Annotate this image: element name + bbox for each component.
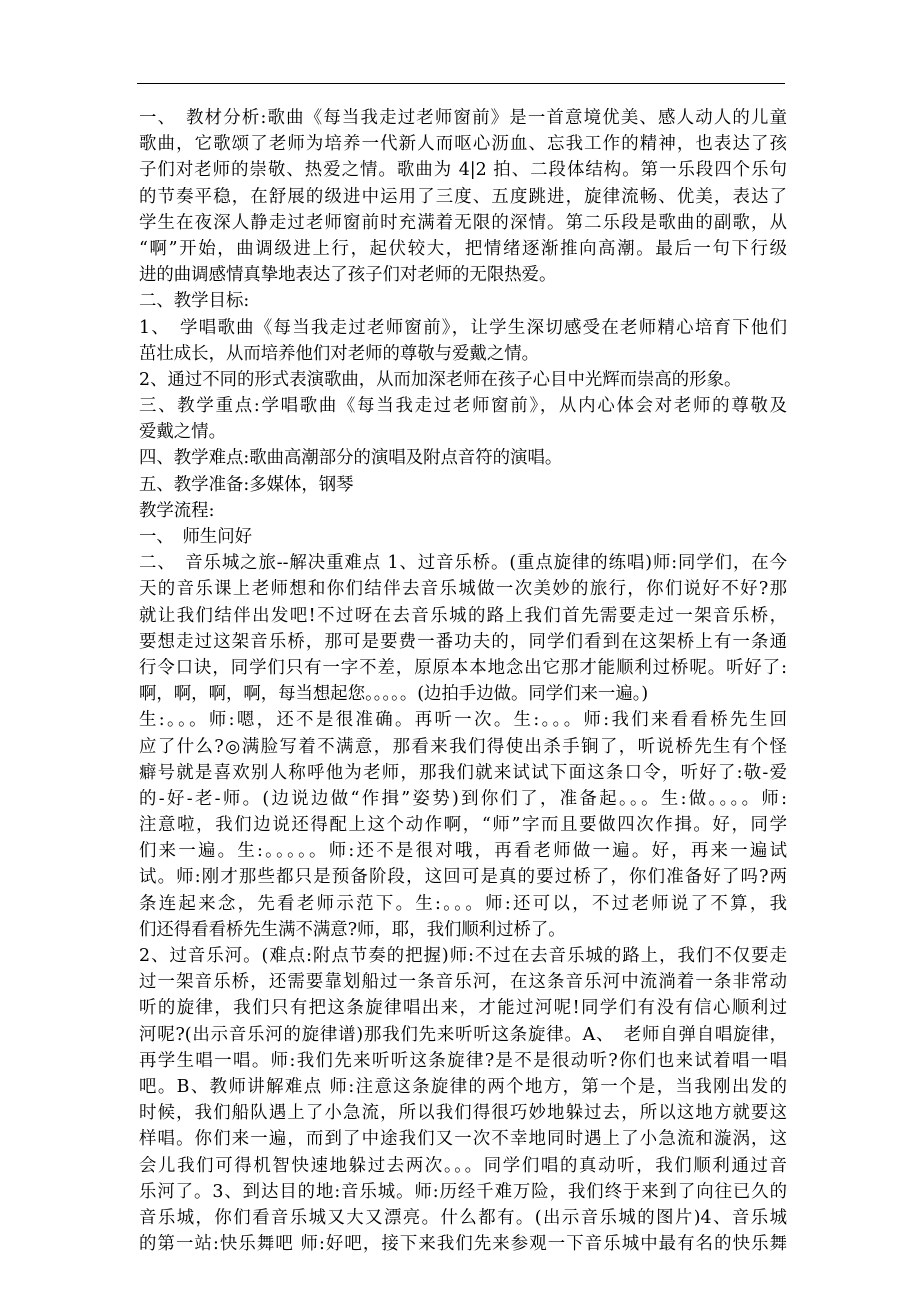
text-line: 应了什么?◎满脸写着不满意，那看来我们得使出杀手锏了，听说桥先生有个怪 bbox=[139, 736, 787, 757]
text-line: 教学流程: bbox=[139, 500, 215, 521]
text-line: 的节奏平稳，在舒展的级进中运用了三度、五度跳进，旋律流畅、优美，表达了 bbox=[139, 186, 787, 207]
text-line: 进的曲调感情真挚地表达了孩子们对老师的无限热爱。 bbox=[139, 265, 557, 286]
text-line: 二、 音乐城之旅--解决重难点 1、过音乐桥。(重点旋律的练唱)师:同学们，在今 bbox=[139, 553, 787, 574]
text-line: 吧。B、教师讲解难点 师:注意这条旋律的两个地方，第一个是，当我刚出发的 bbox=[139, 1076, 787, 1097]
text-line: 试。师:刚才那些都只是预备阶段，这回可是真的要过桥了，你们准备好了吗?两 bbox=[139, 867, 787, 888]
text-line: 时候，我们船队遇上了小急流，所以我们得很巧妙地躲过去，所以这地方就要这 bbox=[139, 1103, 787, 1124]
text-line: 生:。。。师:嗯，还不是很准确。再听一次。生:。。。师:我们来看看桥先生回 bbox=[139, 710, 787, 731]
text-line: 天的音乐课上老师想和你们结伴去音乐城做一次美妙的旅行，你们说好不好?那 bbox=[139, 579, 787, 600]
text-line: 的第一站:快乐舞吧 师:好吧，接下来我们先来参观一下音乐城中最有名的快乐舞 bbox=[139, 1234, 787, 1255]
text-line: 样唱。你们来一遍，而到了中途我们又一次不幸地同时遇上了小急流和漩涡，这 bbox=[139, 1129, 787, 1150]
text-line: 二、教学目标: bbox=[139, 291, 250, 312]
text-line: 乐河了。3、到达目的地:音乐城。师:历经千难万险，我们终于来到了向往已久的 bbox=[139, 1181, 787, 1202]
text-line: 一、 教材分析:歌曲《每当我走过老师窗前》是一首意境优美、感人动人的儿童 bbox=[139, 108, 787, 128]
text-line: 听的旋律，我们只有把这条旋律唱出来，才能过河呢!同学们有没有信心顺利过 bbox=[139, 998, 787, 1019]
text-line: 们还得看看桥先生满不满意?师，耶，我们顺利过桥了。 bbox=[139, 919, 566, 940]
text-line: “啊”开始，曲调级进上行，起伏较大，把情绪逐渐推向高潮。最后一句下行级 bbox=[139, 238, 787, 259]
text-line: 注意啦，我们边说还得配上这个动作啊，“师”字而且要做四次作揖。好，同学 bbox=[139, 815, 787, 836]
text-line: 行令口诀，同学们只有一字不差，原原本本地念出它那才能顺利过桥呢。听好了: bbox=[139, 657, 787, 678]
text-line: 1、 学唱歌曲《每当我走过老师窗前》，让学生深切感受在老师精心培育下他们 bbox=[139, 317, 787, 338]
text-line: 2、过音乐河。(难点:附点节奏的把握)师:不过在去音乐城的路上，我们不仅要走 bbox=[139, 946, 787, 966]
text-line: 爱戴之情。 bbox=[139, 422, 226, 443]
text-line: 音乐城，你们看音乐城又大又漂亮。什么都有。(出示音乐城的图片)4、音乐城 bbox=[139, 1207, 787, 1228]
text-line: 会儿我们可得机智快速地躲过去两次。。。同学们唱的真动听，我们顺利通过音 bbox=[139, 1155, 787, 1176]
text-line: 啊，啊，啊，啊，每当想起您。。。。。(边拍手边做。同学们来一遍。) bbox=[139, 684, 649, 705]
text-line: 就让我们结伴出发吧!不过呀在去音乐城的路上我们首先需要走过一架音乐桥， bbox=[139, 605, 787, 626]
text-line: 歌曲，它歌颂了老师为培养一代新人而呕心沥血、忘我工作的精神，也表达了孩 bbox=[139, 134, 787, 155]
text-line: 五、教学准备:多媒体，钢琴 bbox=[139, 474, 354, 495]
text-line: 的-好-老-师。(边说边做“作揖”姿势)到你们了，准备起。。。生:做。。。。师: bbox=[139, 788, 787, 809]
text-line: 2、通过不同的形式表演歌曲，从而加深老师在孩子心目中光辉而崇高的形象。 bbox=[139, 369, 742, 390]
text-line: 学生在夜深人静走过老师窗前时充满着无限的深情。第二乐段是歌曲的副歌，从 bbox=[139, 212, 787, 233]
text-line: 一、 师生问好 bbox=[139, 527, 253, 547]
text-line: 子们对老师的崇敬、热爱之情。歌曲为 4|2 拍、二段体结构。第一乐段四个乐句 bbox=[139, 160, 787, 181]
text-line: 三、教学重点:学唱歌曲《每当我走过老师窗前》，从内心体会对老师的尊敬及 bbox=[139, 396, 787, 417]
text-line: 们来一遍。生:。。。。。师:还不是很对哦，再看老师做一遍。好，再来一遍试 bbox=[139, 841, 787, 862]
text-line: 河呢?(出示音乐河的旋律谱)那我们先来听听这条旋律。A、 老师自弹自唱旋律， bbox=[139, 1024, 787, 1045]
text-line: 过一架音乐桥，还需要靠划船过一条音乐河，在这条音乐河中流淌着一条非常动 bbox=[139, 972, 787, 993]
text-line: 再学生唱一唱。师:我们先来听听这条旋律?是不是很动听?你们也来试着唱一唱 bbox=[139, 1050, 787, 1071]
text-line: 条连起来念，先看老师示范下。生:。。。师:还可以，不过老师说了不算，我 bbox=[139, 893, 787, 914]
text-line: 四、教学难点:歌曲高潮部分的演唱及附点音符的演唱。 bbox=[139, 448, 563, 469]
text-line: 茁壮成长，从而培养他们对老师的尊敬与爱戴之情。 bbox=[139, 343, 539, 364]
header-rule bbox=[137, 83, 785, 84]
text-line: 癖号就是喜欢别人称呼他为老师，那我们就来试试下面这条口令，听好了:敬-爱 bbox=[139, 762, 787, 783]
document-body bbox=[139, 105, 787, 1257]
text-line: 要想走过这架音乐桥，那可是要费一番功夫的，同学们看到在这架桥上有一条通 bbox=[139, 631, 787, 652]
